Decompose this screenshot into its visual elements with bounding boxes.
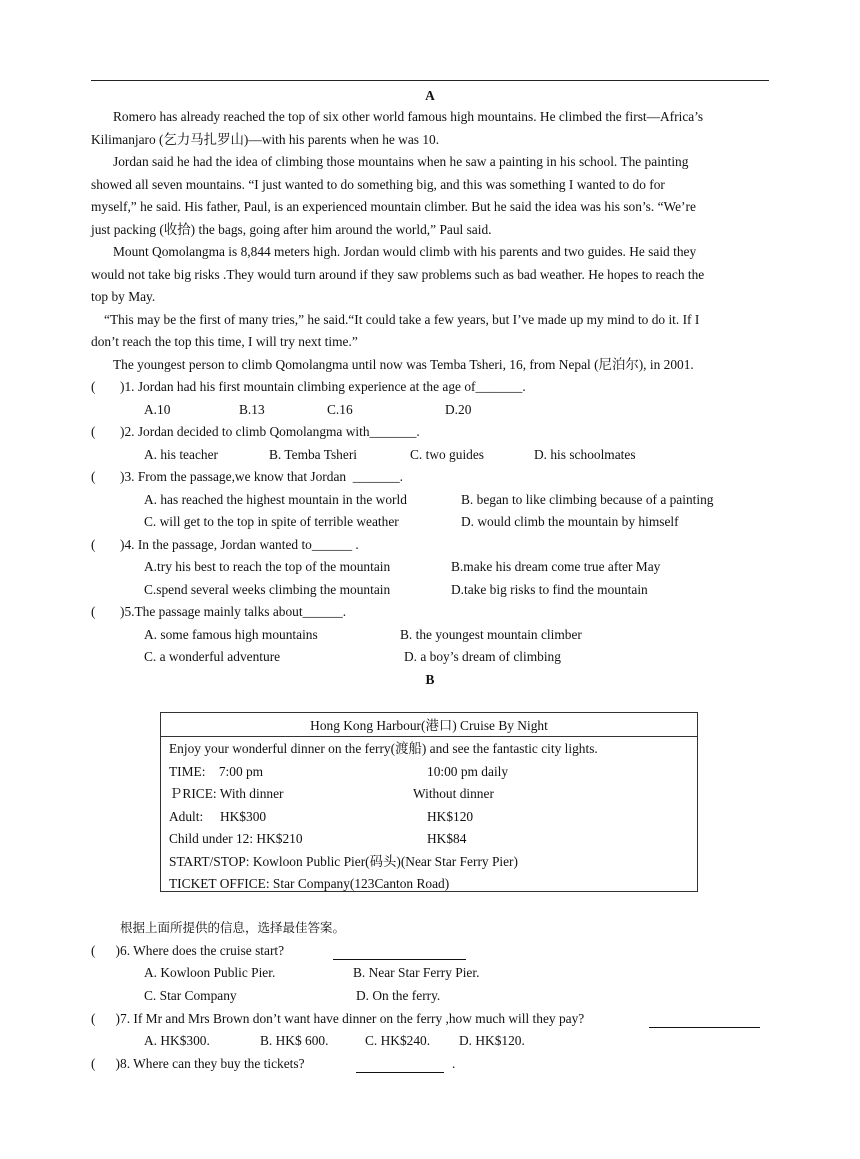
answer-blank-7[interactable] xyxy=(649,1014,760,1028)
table-price-without: Without dinner xyxy=(413,786,494,801)
passage-line: Jordan said he had the idea of climbing those mountains when he saw a painting in his school. The painting xyxy=(113,154,689,169)
option-3d: D. would climb the mountain by himself xyxy=(461,514,679,529)
option-7b: B. HK$ 600. xyxy=(260,1033,329,1048)
question-paren[interactable]: ( xyxy=(91,424,116,439)
question-3: )3. From the passage,we know that Jordan _______. xyxy=(120,469,404,484)
table-ticket-office: TICKET OFFICE: Star Company(123Canton Road) xyxy=(169,876,450,891)
section-a-heading: A xyxy=(425,88,435,103)
question-8-period: . xyxy=(452,1056,456,1071)
section-b-heading: B xyxy=(425,672,435,687)
option-6c: C. Star Company xyxy=(144,988,237,1003)
option-4a: A.try his best to reach the top of the mountain xyxy=(144,559,391,574)
option-4b: B.make his dream come true after May xyxy=(451,559,661,574)
option-3a: A. has reached the highest mountain in the world xyxy=(144,492,407,507)
option-5a: A. some famous high mountains xyxy=(144,627,318,642)
table-title: Hong Kong Harbour(港口) Cruise By Night xyxy=(161,713,697,737)
answer-blank-8[interactable] xyxy=(356,1059,444,1073)
passage-line: myself,” he said. His father, Paul, is an experienced mountain climber. But he said the idea was his son’s. “We’re xyxy=(91,199,696,214)
table-price-with: ＰRICE: With dinner xyxy=(169,786,284,801)
option-2a: A. his teacher xyxy=(144,447,218,462)
question-paren[interactable]: ( xyxy=(91,379,116,394)
passage-line: don’t reach the top this time, I will try next time.” xyxy=(91,334,358,349)
passage-line: The youngest person to climb Qomolangma until now was Temba Tsheri, 16, from Nepal (尼泊尔), in 2001. xyxy=(113,357,694,372)
question-4: )4. In the passage, Jordan wanted to______ . xyxy=(120,537,359,552)
passage-line: “This may be the first of many tries,” he said.“It could take a few years, but I’ve made up my mind to do it. If I xyxy=(104,312,700,327)
option-3b: B. began to like climbing because of a painting xyxy=(461,492,714,507)
option-2c: C. two guides xyxy=(410,447,485,462)
question-1: )1. Jordan had his first mountain climbing experience at the age of_______. xyxy=(120,379,526,394)
option-6d: D. On the ferry. xyxy=(356,988,441,1003)
passage-line: Mount Qomolangma is 8,844 meters high. Jordan would climb with his parents and two guides. He said they xyxy=(113,244,697,259)
passage-line: just packing (收拾) the bags, going after him around the world,” Paul said. xyxy=(91,222,492,237)
table-time-label: TIME: 7:00 pm xyxy=(169,764,264,779)
option-2b: B. Temba Tsheri xyxy=(269,447,358,462)
question-8: ( )8. Where can they buy the tickets? xyxy=(91,1056,305,1071)
cruise-info-table xyxy=(160,712,698,892)
table-intro: Enjoy your wonderful dinner on the ferry(渡船) and see the fantastic city lights. xyxy=(169,741,598,756)
option-4d: D.take big risks to find the mountain xyxy=(451,582,648,597)
table-adult-with: Adult: HK$300 xyxy=(169,809,267,824)
question-5: )5.The passage mainly talks about______. xyxy=(120,604,347,619)
table-child-without: HK$84 xyxy=(427,831,467,846)
top-rule xyxy=(91,80,769,81)
option-1d: D.20 xyxy=(445,402,472,417)
passage-line: would not take big risks .They would turn around if they saw problems such as bad weather. He hopes to reach the xyxy=(91,267,705,282)
question-paren[interactable]: ( xyxy=(91,604,116,619)
question-paren[interactable]: ( xyxy=(91,537,116,552)
option-7c: C. HK$240. xyxy=(365,1033,431,1048)
question-2: )2. Jordan decided to climb Qomolangma with_______. xyxy=(120,424,420,439)
option-4c: C.spend several weeks climbing the mountain xyxy=(144,582,391,597)
passage-line: top by May. xyxy=(91,289,156,304)
option-1c: C.16 xyxy=(327,402,353,417)
option-5c: C. a wonderful adventure xyxy=(144,649,281,664)
passage-line: showed all seven mountains. “I just wanted to do something big, and this was something I wanted to do for xyxy=(91,177,665,192)
table-start-stop: START/STOP: Kowloon Public Pier(码头)(Near Star Ferry Pier) xyxy=(169,854,518,869)
option-7d: D. HK$120. xyxy=(459,1033,525,1048)
option-1b: B.13 xyxy=(239,402,265,417)
table-time-value: 10:00 pm daily xyxy=(427,764,509,779)
option-6b: B. Near Star Ferry Pier. xyxy=(353,965,480,980)
passage-line: Kilimanjaro (乞力马扎罗山)—with his parents when he was 10. xyxy=(91,132,440,147)
option-5b: B. the youngest mountain climber xyxy=(400,627,582,642)
table-adult-without: HK$120 xyxy=(427,809,474,824)
option-5d: D. a boy’s dream of climbing xyxy=(404,649,561,664)
table-child-with: Child under 12: HK$210 xyxy=(169,831,303,846)
option-3c: C. will get to the top in spite of terrible weather xyxy=(144,514,399,529)
passage-line: Romero has already reached the top of six other world famous high mountains. He climbed the first—Africa’s xyxy=(113,109,704,124)
question-6: ( )6. Where does the cruise start? xyxy=(91,943,285,958)
question-7: ( )7. If Mr and Mrs Brown don’t want have dinner on the ferry ,how much will they pay? xyxy=(91,1011,585,1026)
instruction-text: 根据上面所提供的信息，选择最佳答案。 xyxy=(120,920,346,935)
option-6a: A. Kowloon Public Pier. xyxy=(144,965,276,980)
answer-blank-6[interactable] xyxy=(333,946,466,960)
option-7a: A. HK$300. xyxy=(144,1033,210,1048)
option-2d: D. his schoolmates xyxy=(534,447,636,462)
option-1a: A.10 xyxy=(144,402,171,417)
question-paren[interactable]: ( xyxy=(91,469,116,484)
